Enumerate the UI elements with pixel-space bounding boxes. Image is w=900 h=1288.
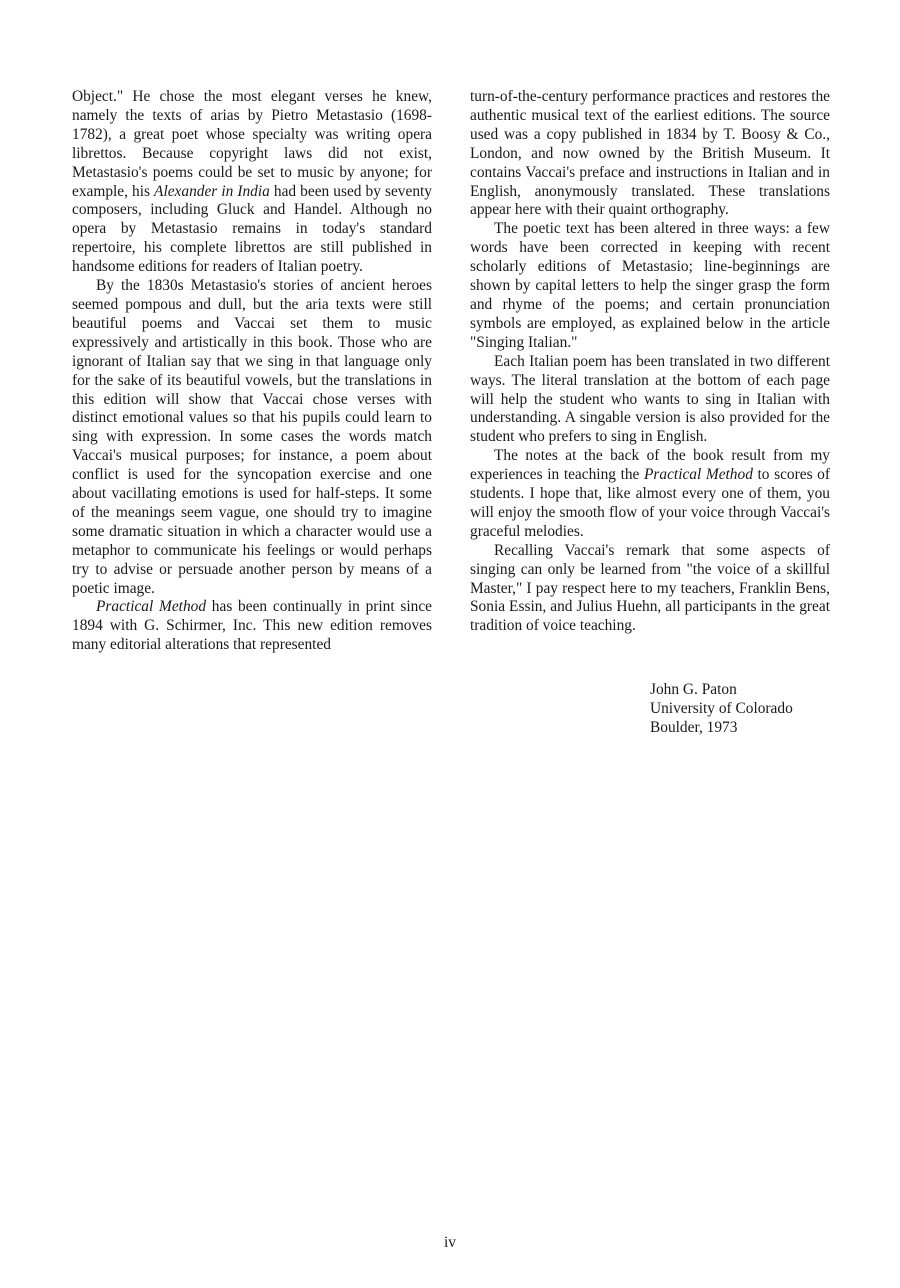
paragraph	[470, 447, 830, 542]
paragraph: Each Italian poem has been translated in two different ways. The literal translation at the bottom of each page will help the student who wants to sing in Italian with understanding. A singable version is also provided for the student who prefers to sing in English.	[470, 352, 830, 446]
signature-block	[650, 680, 793, 737]
right-column	[470, 88, 830, 636]
paragraph	[72, 88, 432, 277]
paragraph	[72, 598, 432, 655]
paragraph: Recalling Vaccai's remark that some aspects of singing can only be learned from "the voice of a skillful Master," I pay respect here to my teachers, Franklin Bens, Sonia Essin, and Julius Huehn, all participants in the great tradition of voice teaching.	[470, 541, 830, 635]
paragraph: The poetic text has been altered in three ways: a few words have been corrected in keeping with recent scholarly editions of Metastasio; line-beginnings are shown by capital letters to help the singer grasp the form and rhyme of the poems; and certain pronunciation symbols are employed, as explained below in the article "Singing Italian."	[470, 220, 830, 351]
paragraph: turn-of-the-century performance practices and restores the authentic musical text of the earliest editions. The source used was a copy published in 1834 by T. Boosy & Co., London, and now owned by the British Museum. It contains Vaccai's preface and instructions in Italian and in English, anonymously translated. These translations appear here with their quaint orthography.	[470, 88, 830, 219]
paragraph-text: Object." He chose the most elegant verses he knew, namely the texts of arias by Pietro Metastasio (1698-1782), a great poet whose specialty was writing opera librettos. Because copyright laws did not exist, Metastasio's poems could be set to music by anyone; for example, his	[72, 88, 432, 200]
paragraph-text: to scores of students. I hope that, like almost every one of them, you will enjoy the smooth flow of your voice through Vaccai's graceful melodies.	[470, 466, 830, 540]
book-title: Alexander in India	[154, 182, 270, 200]
left-column	[72, 88, 432, 655]
page-number: iv	[444, 1234, 456, 1251]
book-title: Practical Method	[96, 598, 207, 616]
book-title: Practical Method	[644, 466, 753, 484]
paragraph: By the 1830s Metastasio's stories of ancient heroes seemed pompous and dull, but the aria texts were still beautiful poems and Vaccai set them to music expressively and artistically in this book. Those who are ignorant of Italian say that we sing in that language only for the sake of its beautiful vowels, but the translations in this edition will show that Vaccai chose verses with distinct emotional values so that his pupils could learn to sing with expression. In some cases the words match Vaccai's musical purposes; for instance, a poem about conflict is used for the syncopation exercise and one about vacillating emotions is used for half-steps. It some of the meanings seem vague, one should try to imagine some dramatic situation in which a character would use a metaphor to communicate his feelings or would perhaps try to advise or persuade another person by means of a poetic image.	[72, 277, 432, 597]
paragraph-text: has been continually in print since 1894 with G. Schirmer, Inc. This new edition removes many editorial alterations that represented	[72, 598, 433, 654]
paragraph-text: had been used by seventy composers, including Gluck and Handel. Although no opera by Metastasio remains in today's standard repertoire, his complete librettos are still published in handsome editions for readers of Italian poetry.	[72, 182, 432, 276]
paragraph-text: The notes at the back of the book result from my experiences in teaching the	[470, 447, 830, 484]
author-institution: University of Colorado	[650, 700, 793, 717]
author-name: John G. Paton	[650, 681, 737, 698]
place-date: Boulder, 1973	[650, 719, 738, 736]
